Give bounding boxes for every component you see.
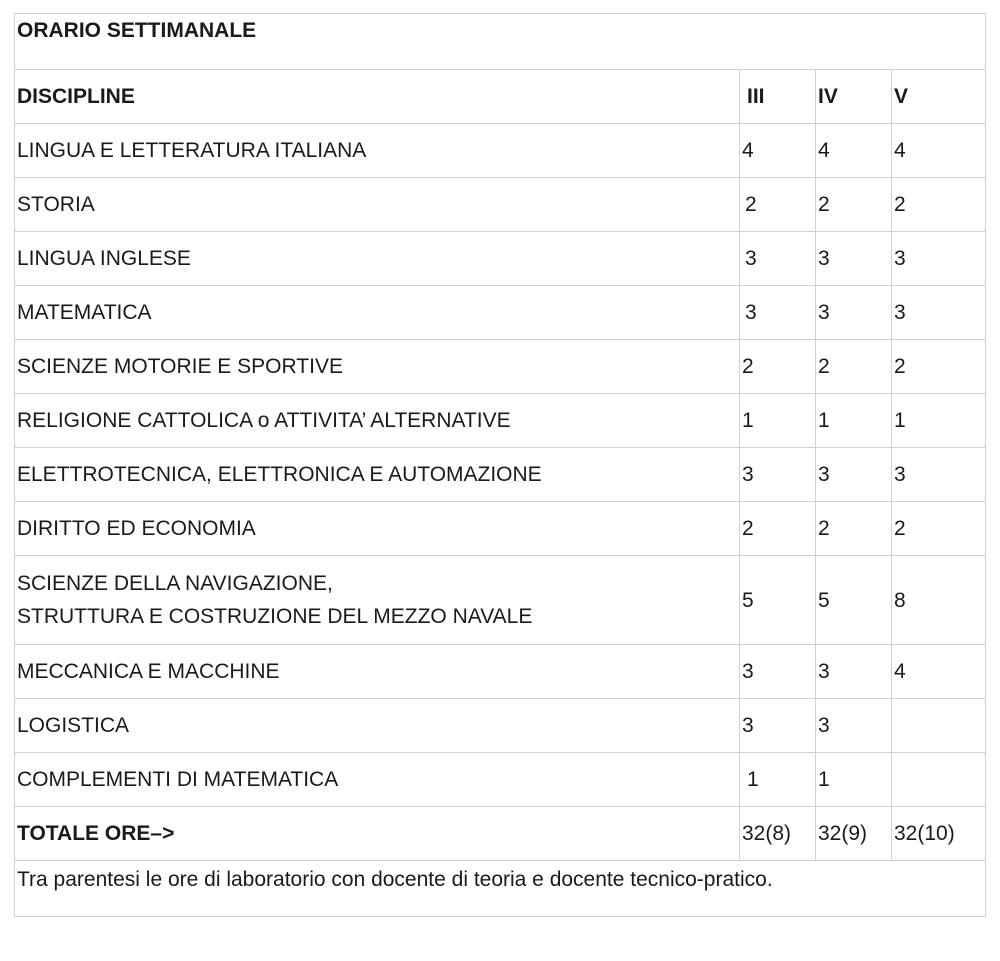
hours-iv: 2 bbox=[816, 502, 892, 556]
table-row bbox=[15, 645, 986, 699]
table-row bbox=[15, 556, 986, 645]
hours-v: 3 bbox=[892, 286, 986, 340]
discipline-name: DIRITTO ED ECONOMIA bbox=[15, 502, 740, 556]
discipline-name: LINGUA E LETTERATURA ITALIANA bbox=[15, 124, 740, 178]
discipline-name: MATEMATICA bbox=[15, 286, 740, 340]
discipline-name: LOGISTICA bbox=[15, 699, 740, 753]
table-title: ORARIO SETTIMANALE bbox=[15, 14, 986, 70]
hours-iii: 3 bbox=[740, 699, 816, 753]
hours-iii: 3 bbox=[740, 286, 816, 340]
note-row bbox=[15, 861, 986, 917]
hours-iv: 3 bbox=[816, 448, 892, 502]
hours-iii: 2 bbox=[740, 340, 816, 394]
title-row bbox=[15, 14, 986, 70]
discipline-name: SCIENZE MOTORIE E SPORTIVE bbox=[15, 340, 740, 394]
table-row bbox=[15, 340, 986, 394]
discipline-name: RELIGIONE CATTOLICA o ATTIVITA’ ALTERNATIVE bbox=[15, 394, 740, 448]
footnote: Tra parentesi le ore di laboratorio con docente di teoria e docente tecnico-pratico. bbox=[15, 861, 986, 917]
hours-iv: 1 bbox=[816, 753, 892, 807]
total-v: 32(10) bbox=[892, 807, 986, 861]
hours-v: 1 bbox=[892, 394, 986, 448]
discipline-name: STORIA bbox=[15, 178, 740, 232]
hours-v: 3 bbox=[892, 232, 986, 286]
hours-iii: 4 bbox=[740, 124, 816, 178]
hours-v: 2 bbox=[892, 178, 986, 232]
hours-v: 8 bbox=[892, 556, 986, 645]
hours-v bbox=[892, 753, 986, 807]
hours-iv: 3 bbox=[816, 699, 892, 753]
table-row bbox=[15, 502, 986, 556]
total-label: TOTALE ORE–> bbox=[15, 807, 740, 861]
header-row bbox=[15, 70, 986, 124]
table-row bbox=[15, 124, 986, 178]
hours-v: 4 bbox=[892, 645, 986, 699]
hours-iii: 2 bbox=[740, 502, 816, 556]
table-row bbox=[15, 699, 986, 753]
hours-iii: 1 bbox=[740, 394, 816, 448]
table-row bbox=[15, 232, 986, 286]
hours-v: 3 bbox=[892, 448, 986, 502]
hours-iv: 5 bbox=[816, 556, 892, 645]
hours-iii: 3 bbox=[740, 232, 816, 286]
table-row bbox=[15, 753, 986, 807]
hours-iii: 3 bbox=[740, 448, 816, 502]
table-row bbox=[15, 286, 986, 340]
table-row bbox=[15, 394, 986, 448]
hours-iv: 3 bbox=[816, 645, 892, 699]
hours-iv: 3 bbox=[816, 286, 892, 340]
hours-v: 2 bbox=[892, 502, 986, 556]
hours-iii: 2 bbox=[740, 178, 816, 232]
total-iv: 32(9) bbox=[816, 807, 892, 861]
hours-iv: 1 bbox=[816, 394, 892, 448]
discipline-name bbox=[15, 556, 740, 645]
hours-iii: 3 bbox=[740, 645, 816, 699]
hours-iii: 1 bbox=[740, 753, 816, 807]
discipline-name: COMPLEMENTI DI MATEMATICA bbox=[15, 753, 740, 807]
header-year-v: V bbox=[892, 70, 986, 124]
table-row bbox=[15, 178, 986, 232]
hours-v: 2 bbox=[892, 340, 986, 394]
hours-iv: 3 bbox=[816, 232, 892, 286]
discipline-name: LINGUA INGLESE bbox=[15, 232, 740, 286]
total-row bbox=[15, 807, 986, 861]
discipline-name-line: SCIENZE DELLA NAVIGAZIONE, bbox=[17, 572, 333, 595]
hours-v: 4 bbox=[892, 124, 986, 178]
hours-iii: 5 bbox=[740, 556, 816, 645]
hours-iv: 2 bbox=[816, 340, 892, 394]
hours-iv: 4 bbox=[816, 124, 892, 178]
discipline-name-line: STRUTTURA E COSTRUZIONE DEL MEZZO NAVALE bbox=[17, 605, 533, 628]
header-year-iv: IV bbox=[816, 70, 892, 124]
header-year-iii: III bbox=[740, 70, 816, 124]
header-discipline: DISCIPLINE bbox=[15, 70, 740, 124]
weekly-schedule-table bbox=[14, 13, 986, 917]
hours-iv: 2 bbox=[816, 178, 892, 232]
discipline-name: MECCANICA E MACCHINE bbox=[15, 645, 740, 699]
hours-v bbox=[892, 699, 986, 753]
total-iii: 32(8) bbox=[740, 807, 816, 861]
table-row bbox=[15, 448, 986, 502]
discipline-name: ELETTROTECNICA, ELETTRONICA E AUTOMAZIONE bbox=[15, 448, 740, 502]
